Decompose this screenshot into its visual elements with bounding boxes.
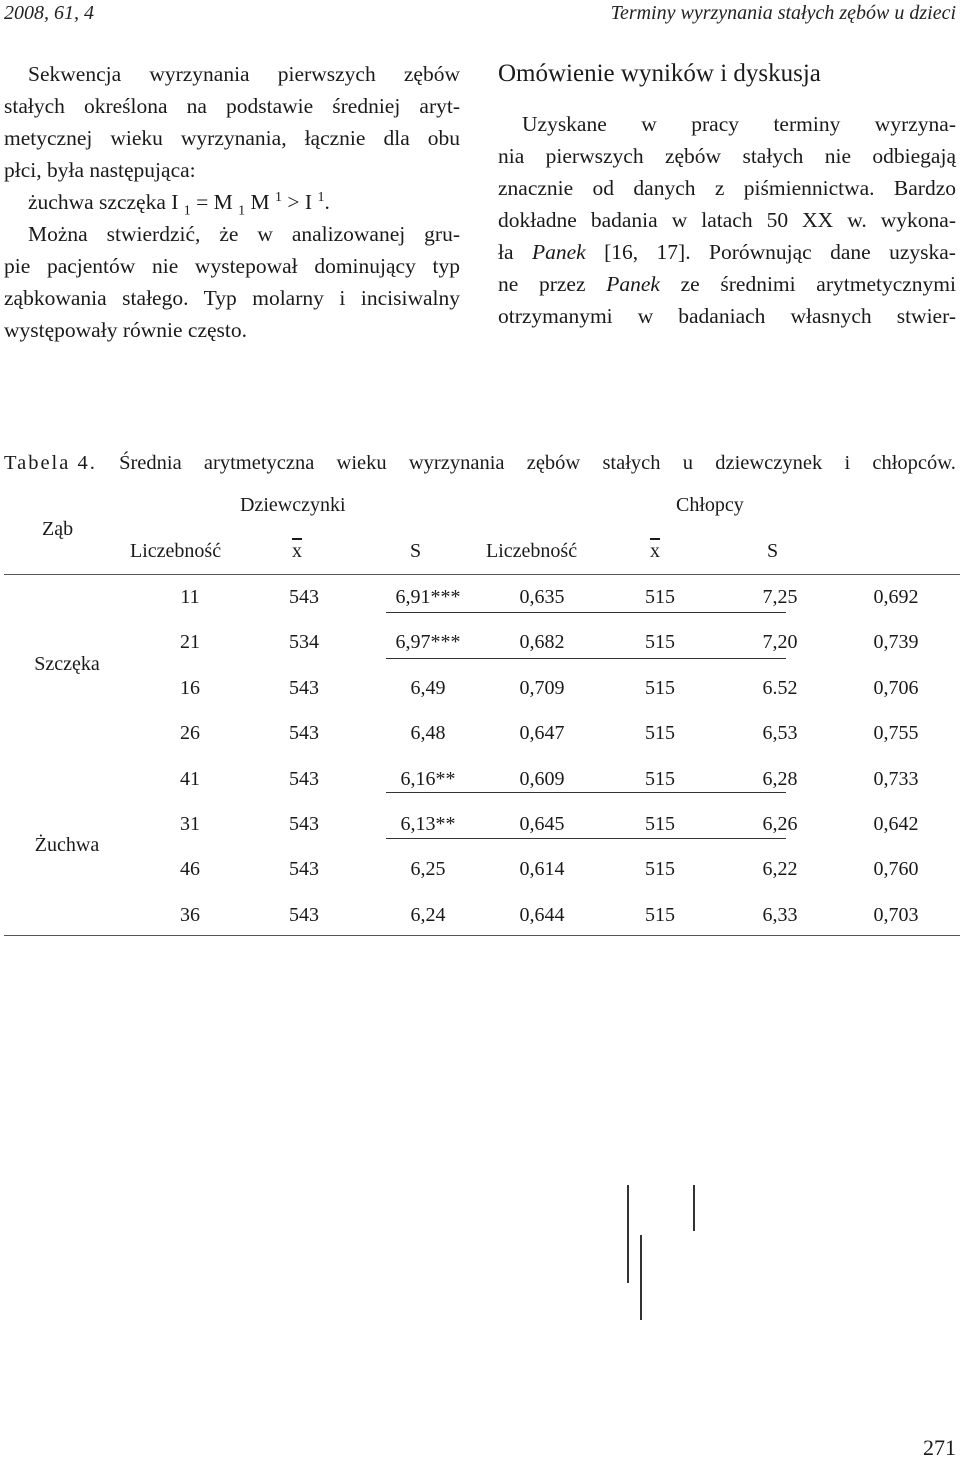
paragraph-line: nia pierwszych zębów stałych nie odbiegają [498, 144, 956, 168]
paragraph-line: występowały równie często. [4, 318, 247, 342]
cell-count-girls: 543 [289, 767, 319, 790]
cell-sd-boys: 0,733 [873, 767, 919, 790]
author-name: Panek [531, 240, 586, 264]
paragraph-line: Można stwierdzić, że w analizowanej gru- [28, 222, 460, 246]
table-caption [4, 452, 956, 475]
subheader-mean-boys: $\overline{x}$ [650, 540, 660, 562]
paragraph-line: dokładne badania w latach 50 XX w. wykona- [498, 208, 956, 232]
cell-tooth: 36 [180, 903, 200, 926]
group-label-mandible: Żuchwa [34, 834, 100, 856]
table-label: Tabela 4. [4, 452, 97, 474]
group-header-boys: Chłopcy [676, 494, 744, 516]
cell-count-boys: 515 [645, 586, 675, 608]
cell-mean-girls: 6,24 [410, 903, 446, 926]
subheader-sd-boys: S [767, 540, 779, 562]
subheader-count-girls: Liczebność [130, 540, 222, 562]
cell-count-boys: 515 [645, 676, 675, 699]
cell-tooth: 21 [180, 631, 200, 654]
cell-count-boys: 515 [645, 767, 675, 790]
cell-sd-girls: 0,645 [519, 813, 565, 835]
cell-tooth: 26 [180, 722, 200, 745]
caption-word: Średnia [119, 452, 182, 474]
cell-count-boys: 515 [645, 858, 675, 881]
caption-word: stałych [602, 452, 661, 474]
paragraph-line: znacznie od danych z piśmiennictwa. Bardzo [498, 176, 956, 200]
cell-mean-girls: 6,48 [410, 722, 446, 745]
eruption-formula: żuchwa szczęka I $_1$ = M $_1$ M $^1$ > I $^1$. [28, 189, 330, 219]
running-header-right: Terminy wyrzynania stałych zębów u dzieci [610, 2, 956, 24]
cell-tooth: 31 [180, 813, 200, 835]
caption-word: arytmetyczna [203, 452, 315, 474]
vertical-rule [627, 1185, 629, 1283]
cell-mean-boys: 7,20 [762, 631, 798, 654]
caption-word: chłopców. [872, 452, 956, 474]
table-bottom-rule [4, 935, 960, 936]
paragraph-line: ne przez Panek ze średnimi arytmetycznymi [498, 272, 956, 296]
cell-count-girls: 543 [289, 858, 319, 881]
cell-sd-girls: 0,682 [519, 631, 565, 654]
cell-sd-girls: 0,609 [519, 767, 565, 790]
cell-count-girls: 543 [289, 813, 319, 835]
cell-mean-girls: 6,49 [410, 676, 446, 699]
cell-tooth: 46 [180, 858, 200, 881]
paragraph-line: płci, była następująca: [4, 158, 196, 182]
cell-mean-boys: 7,25 [762, 586, 798, 608]
paragraph-line: metycznej wieku wyrzynania, łącznie dla obu [4, 126, 460, 150]
significance-underline [386, 792, 786, 793]
cell-mean-boys: 6,28 [762, 767, 798, 790]
caption-word: dziewczynek [715, 452, 823, 474]
cell-mean-girls: 6,25 [410, 858, 446, 881]
cell-mean-girls: 6,16** [400, 767, 456, 790]
paragraph-line: ła Panek [16, 17]. Porównując dane uzyska- [498, 240, 956, 264]
cell-mean-boys: 6.52 [762, 676, 798, 699]
cell-mean-boys: 6,53 [762, 722, 798, 745]
significance-underline [386, 612, 786, 613]
cell-sd-girls: 0,614 [519, 858, 565, 881]
caption-word: u [682, 452, 693, 474]
cell-sd-girls: 0,635 [519, 586, 565, 608]
cell-tooth: 41 [180, 767, 200, 790]
eruption-table [4, 490, 960, 950]
paragraph-line: pie pacjentów nie wystepował dominujący typ [4, 254, 460, 278]
vertical-rule [693, 1185, 695, 1231]
paragraph-line: otrzymanymi w badaniach własnych stwier- [498, 304, 956, 328]
caption-word: wyrzynania [408, 452, 505, 474]
cell-sd-boys: 0,760 [873, 858, 919, 881]
cell-mean-boys: 6,22 [762, 858, 798, 881]
caption-word: i [844, 452, 851, 474]
section-heading: Omówienie wyników i dyskusja [498, 60, 821, 87]
left-column [4, 58, 460, 346]
cell-count-girls: 534 [289, 631, 319, 654]
page-number: 271 [923, 1435, 956, 1460]
significance-underline [386, 838, 786, 839]
caption-word: wieku [336, 452, 387, 474]
paragraph-line: Uzyskane w pracy terminy wyrzyna- [522, 112, 956, 136]
author-name: Panek [606, 272, 660, 296]
cell-count-boys: 515 [645, 903, 675, 926]
paragraph-line: stałych określona na podstawie średniej aryt- [4, 94, 460, 118]
cell-sd-boys: 0,755 [873, 722, 919, 745]
running-header-left: 2008, 61, 4 [4, 2, 94, 24]
cell-mean-girls: 6,13** [400, 813, 456, 835]
subheader-mean-girls: $\overline{x}$ [292, 540, 302, 562]
cell-sd-boys: 0,642 [873, 813, 919, 835]
caption-word: zębów [526, 452, 581, 474]
cell-mean-girls: 6,97*** [395, 631, 461, 654]
cell-sd-girls: 0,647 [519, 722, 565, 745]
group-label-maxilla: Szczęka [34, 653, 100, 675]
subheader-sd-girls: S [410, 540, 422, 562]
table-header-rule [4, 574, 960, 575]
cell-sd-boys: 0,739 [873, 631, 919, 654]
cell-sd-boys: 0,706 [873, 676, 919, 699]
subheader-count-boys: Liczebność [486, 540, 578, 562]
vertical-rule [640, 1235, 642, 1320]
paragraph-line: Sekwencja wyrzynania pierwszych zębów [28, 62, 460, 86]
column-header-tooth: Ząb [42, 518, 74, 540]
group-header-girls: Dziewczynki [240, 494, 346, 516]
cell-count-boys: 515 [645, 813, 675, 835]
cell-mean-boys: 6,26 [762, 813, 798, 835]
cell-mean-boys: 6,33 [762, 903, 798, 926]
cell-count-boys: 515 [645, 631, 675, 654]
cell-mean-girls: 6,91*** [395, 586, 461, 608]
cell-sd-girls: 0,644 [519, 903, 565, 926]
cell-count-girls: 543 [289, 722, 319, 745]
right-column [498, 58, 956, 332]
cell-tooth: 16 [180, 676, 200, 699]
paragraph-line: ząbkowania stałego. Typ molarny i incisiwalny [4, 286, 460, 310]
cell-count-girls: 543 [289, 676, 319, 699]
cell-sd-girls: 0,709 [519, 676, 565, 699]
cell-count-girls: 543 [289, 586, 319, 608]
cell-count-girls: 543 [289, 903, 319, 926]
cell-sd-boys: 0,703 [873, 903, 919, 926]
cell-tooth: 11 [180, 586, 200, 608]
significance-underline [386, 658, 786, 659]
cell-sd-boys: 0,692 [873, 586, 919, 608]
cell-count-boys: 515 [645, 722, 675, 745]
